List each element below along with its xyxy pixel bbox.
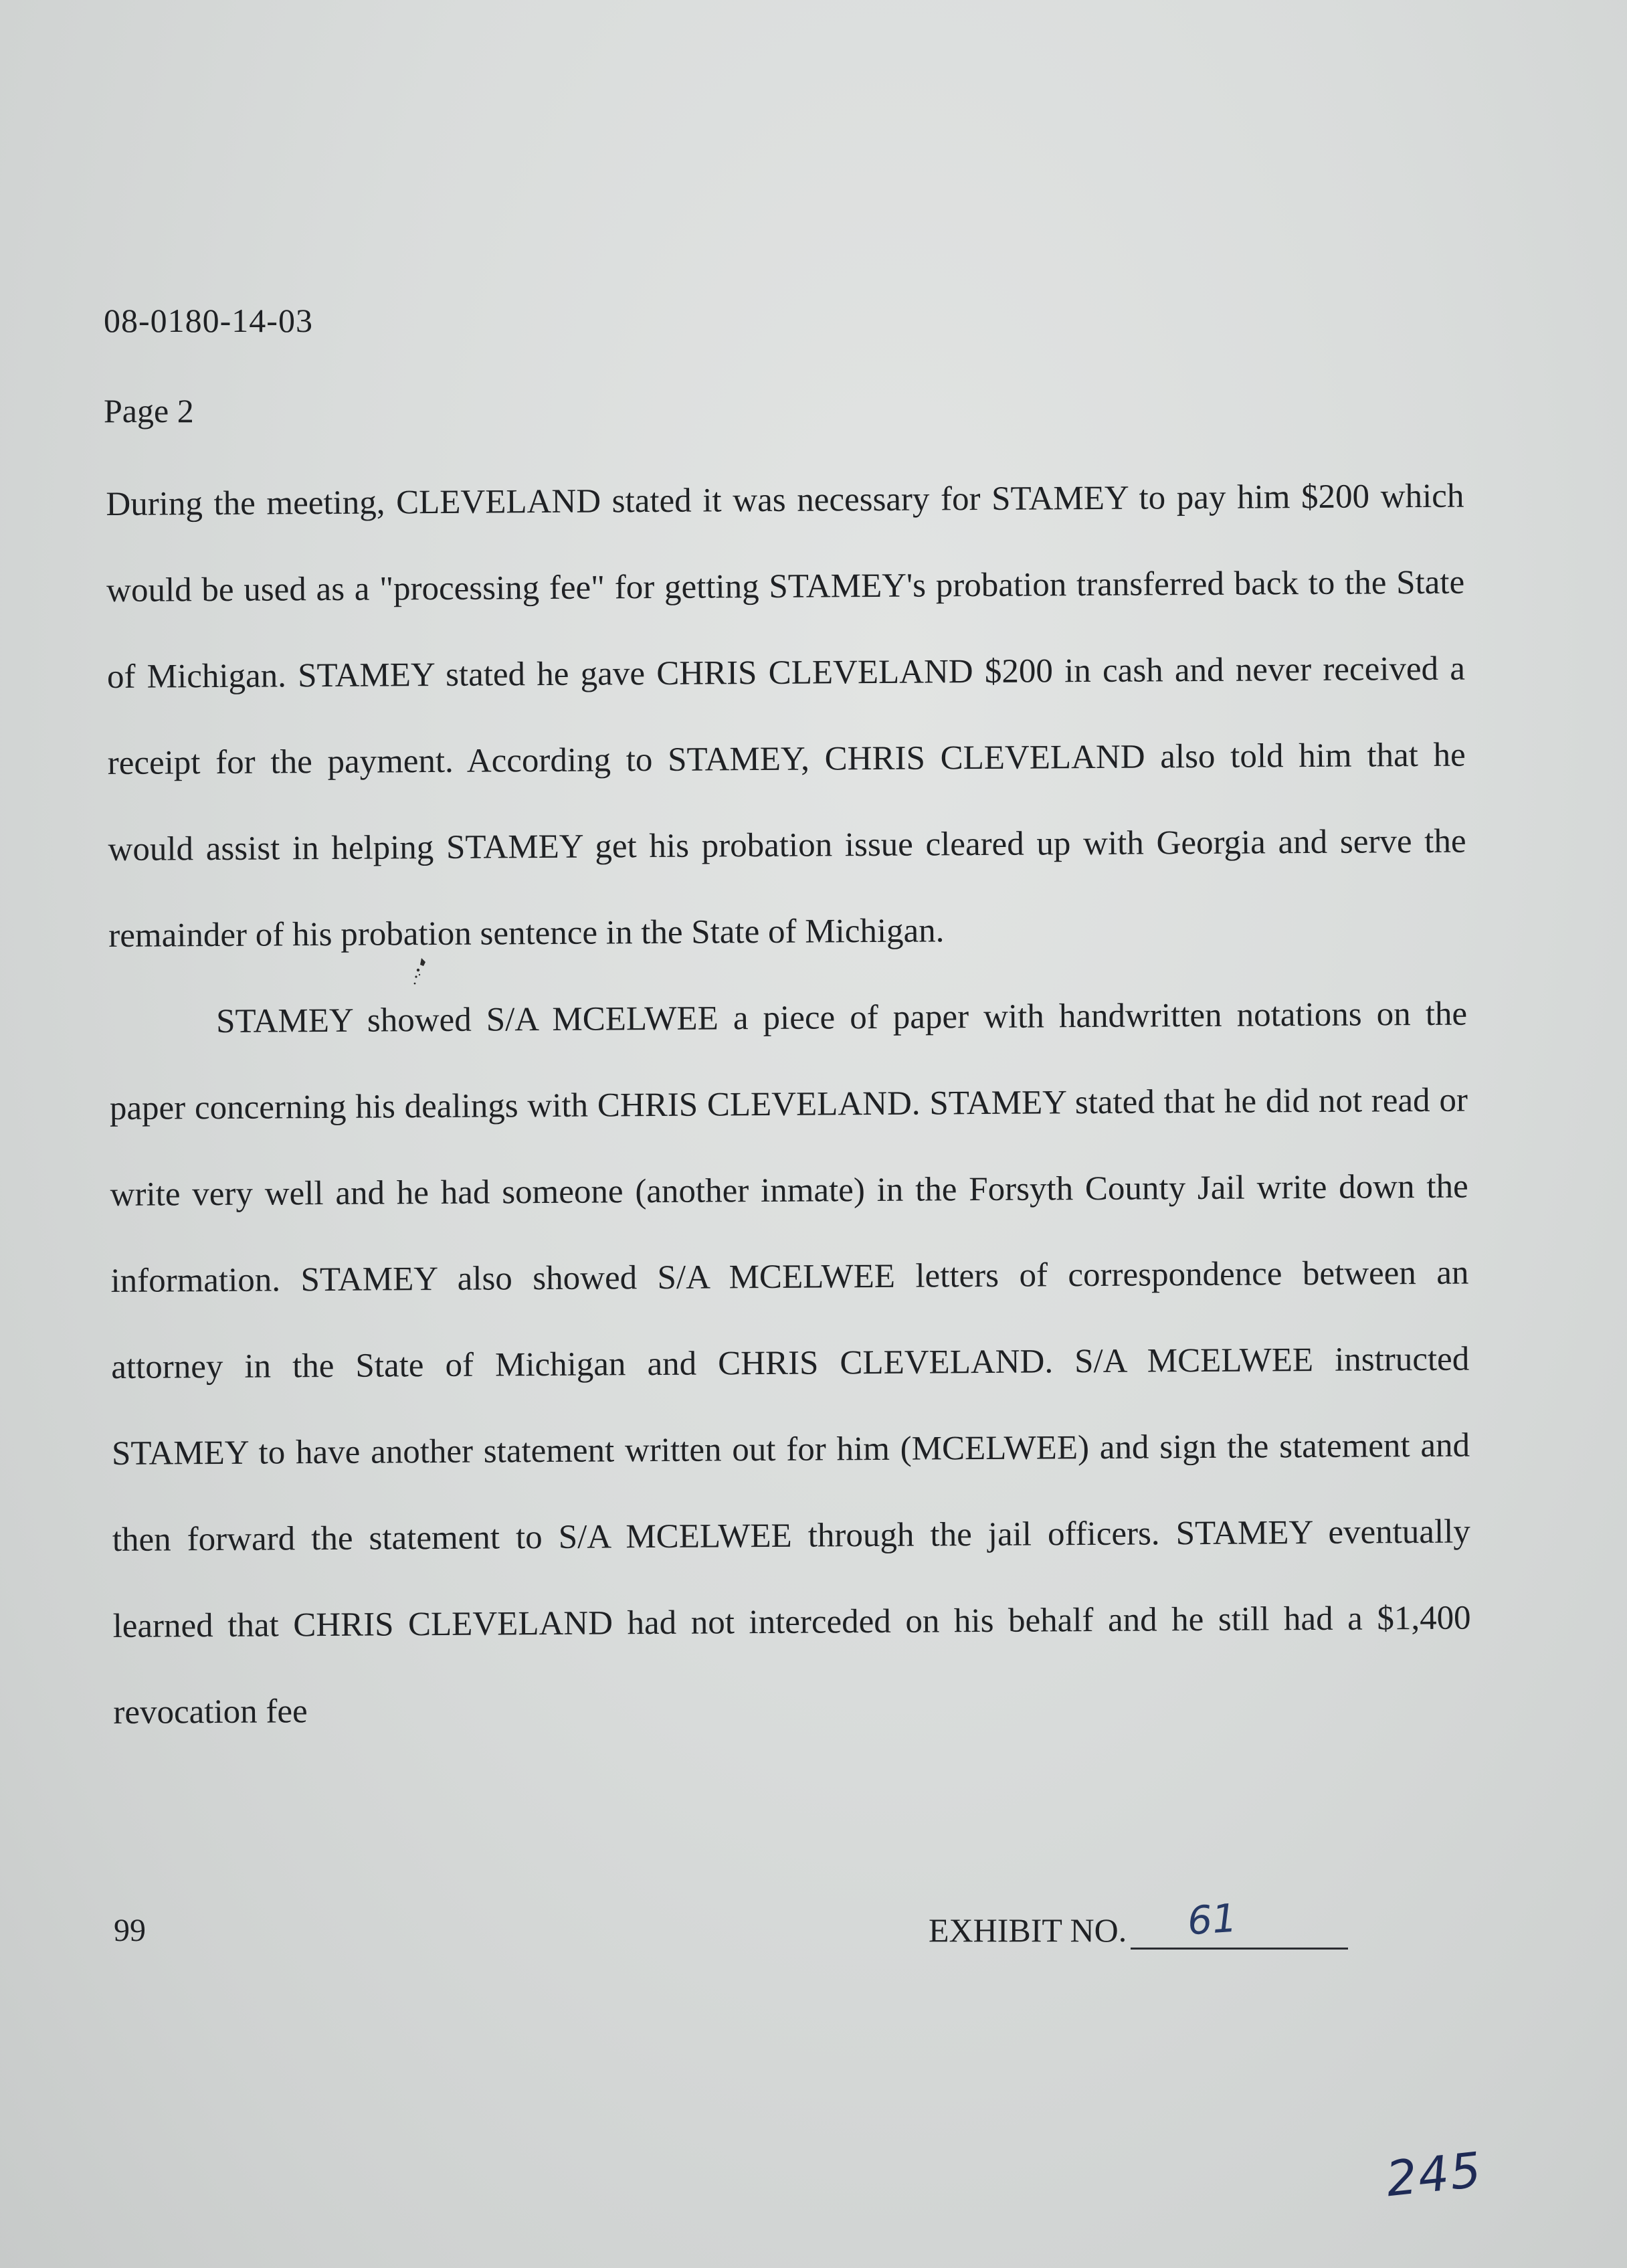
paragraph-meeting: During the meeting, CLEVELAND stated it was necessary for STAMEY to pay him $200 which would be used as a "processing fee" for getting STAMEY's probation transferred back to the State of Michigan. STAMEY stated he gave CHRIS CLEVELAND $200 in cash and never received a receipt for the payment. According to STAMEY, CHRIS CLEVELAND also told him that he would assist in helping STAMEY get his probation issue cleared up with Georgia and serve the remainder of his probation sentence in the State of Michigan. bbox=[106, 477, 1466, 955]
exhibit-number-line bbox=[1131, 1895, 1348, 1950]
case-number: 08-0180-14-03 bbox=[104, 302, 313, 339]
exhibit-label: EXHIBIT NO. bbox=[929, 1911, 1127, 1949]
handwritten-page-number: 245 bbox=[1383, 2141, 1485, 2208]
page-label: Page 2 bbox=[104, 392, 194, 430]
exhibit-number-handwritten: 61 bbox=[1185, 1895, 1239, 1944]
paragraph-handwritten-notes: STAMEY showed S/A MCELWEE a piece of paper with handwritten notations on the paper concerning his dealings with CHRIS CLEVELAND. STAMEY stated that he did not read or write very well and he had someone (another inmate) in the Forsyth County Jail write down the information. STAMEY also showed S/A MCELWEE letters of correspondence between an attorney in the State of Michigan and CHRIS CLEVELAND. S/A MCELWEE instructed STAMEY to have another statement written out for him (MCELWEE) and sign the statement and then forward the statement to S/A MCELWEE through the jail officers. STAMEY eventually learned that CHRIS CLEVELAND had not interceded on his behalf and he still had a $1,400 revocation fee bbox=[109, 995, 1471, 1731]
exhibit-stamp bbox=[929, 1895, 1348, 1950]
report-body bbox=[106, 454, 1472, 1756]
ink-speck-mark bbox=[412, 957, 432, 990]
page-number: 99 bbox=[114, 1913, 146, 1948]
